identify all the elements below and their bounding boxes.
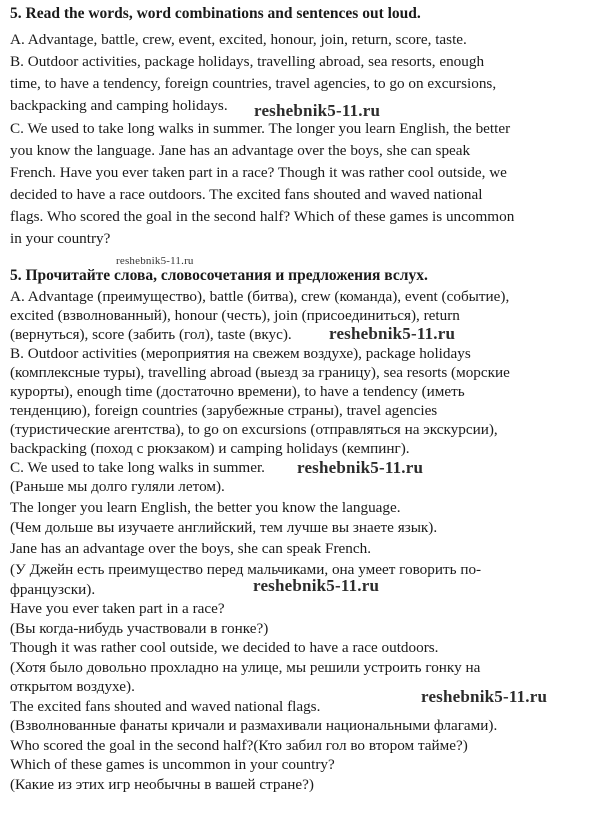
russian-line: тенденцию), foreign countries (зарубежные страны), travel agencies (10, 402, 438, 419)
watermark: reshebnik5-11.ru (329, 324, 456, 343)
russian-line: французски). (10, 581, 96, 598)
russian-line: (туристические агентства), to go on excursions (отправляться на экскурсии), (10, 421, 498, 438)
russian-line: The longer you learn English, the better you know the language. (10, 499, 401, 516)
english-line: C. We used to take long walks in summer. The longer you learn English, the better (10, 120, 511, 137)
russian-line: (вернуться), score (забить (гол), taste (вкус). (10, 326, 292, 343)
english-line: French. Have you ever taken part in a race? Though it was rather cool outside, we (10, 164, 507, 181)
russian-line: (Хотя было довольно прохладно на улице, мы решили устроить гонку на (10, 659, 481, 676)
english-line: B. Outdoor activities, package holidays, travelling abroad, sea resorts, enough (10, 53, 485, 70)
russian-line: (Раньше мы долго гуляли летом). (10, 478, 225, 495)
russian-line: открытом воздухе). (10, 678, 135, 695)
english-line: backpacking and camping holidays. (10, 97, 228, 114)
russian-line: The excited fans shouted and waved national flags. (10, 698, 321, 715)
russian-line: A. Advantage (преимущество), battle (битва), crew (команда), event (событие), (10, 288, 510, 305)
russian-heading: 5. Прочитайте слова, словосочетания и предложения вслух. (10, 267, 428, 284)
english-line: A. Advantage, battle, crew, event, excited, honour, join, return, score, taste. (10, 31, 467, 48)
russian-line: (Вы когда-нибудь участвовали в гонке?) (10, 620, 269, 637)
watermark-small: reshebnik5-11.ru (116, 255, 194, 267)
russian-line: курорты), enough time (достаточно времени), to have a tendency (иметь (10, 383, 465, 400)
russian-line: (Чем дольше вы изучаете английский, тем лучше вы знаете язык). (10, 519, 438, 536)
english-line: you know the language. Jane has an advantage over the boys, she can speak (10, 142, 471, 159)
russian-line: Jane has an advantage over the boys, she can speak French. (10, 540, 371, 557)
russian-line: (комплексные туры), travelling abroad (выезд за границу), sea resorts (морские (10, 364, 510, 381)
russian-line: C. We used to take long walks in summer. (10, 459, 265, 476)
watermark: reshebnik5-11.ru (297, 458, 424, 477)
russian-line: Though it was rather cool outside, we decided to have a race outdoors. (10, 639, 439, 656)
russian-line: Which of these games is uncommon in your country? (10, 756, 335, 773)
watermark: reshebnik5-11.ru (253, 576, 380, 595)
russian-line: (Какие из этих игр необычны в вашей стране?) (10, 776, 314, 793)
russian-line: B. Outdoor activities (мероприятия на свежем воздухе), package holidays (10, 345, 471, 362)
english-line: flags. Who scored the goal in the second half? Which of these games is uncommon (10, 208, 515, 225)
russian-line: (Взволнованные фанаты кричали и размахивали национальными флагами). (10, 717, 498, 734)
russian-line: excited (взволнованный), honour (честь), join (присоединиться), return (10, 307, 460, 324)
russian-line: backpacking (поход с рюкзаком) и camping holidays (кемпинг). (10, 440, 410, 457)
russian-line: Have you ever taken part in a race? (10, 600, 225, 617)
english-line: in your country? (10, 230, 111, 247)
english-line: decided to have a race outdoors. The excited fans shouted and waved national (10, 186, 483, 203)
english-heading: 5. Read the words, word combinations and sentences out loud. (10, 5, 421, 22)
english-line: time, to have a tendency, foreign countries, travel agencies, to go on excursions, (10, 75, 497, 92)
russian-line: Who scored the goal in the second half?(Кто забил гол во втором тайме?) (10, 737, 468, 754)
russian-line: (У Джейн есть преимущество перед мальчиками, она умеет говорить по- (10, 561, 482, 578)
watermark: reshebnik5-11.ru (254, 101, 381, 120)
watermark: reshebnik5-11.ru (421, 687, 548, 706)
